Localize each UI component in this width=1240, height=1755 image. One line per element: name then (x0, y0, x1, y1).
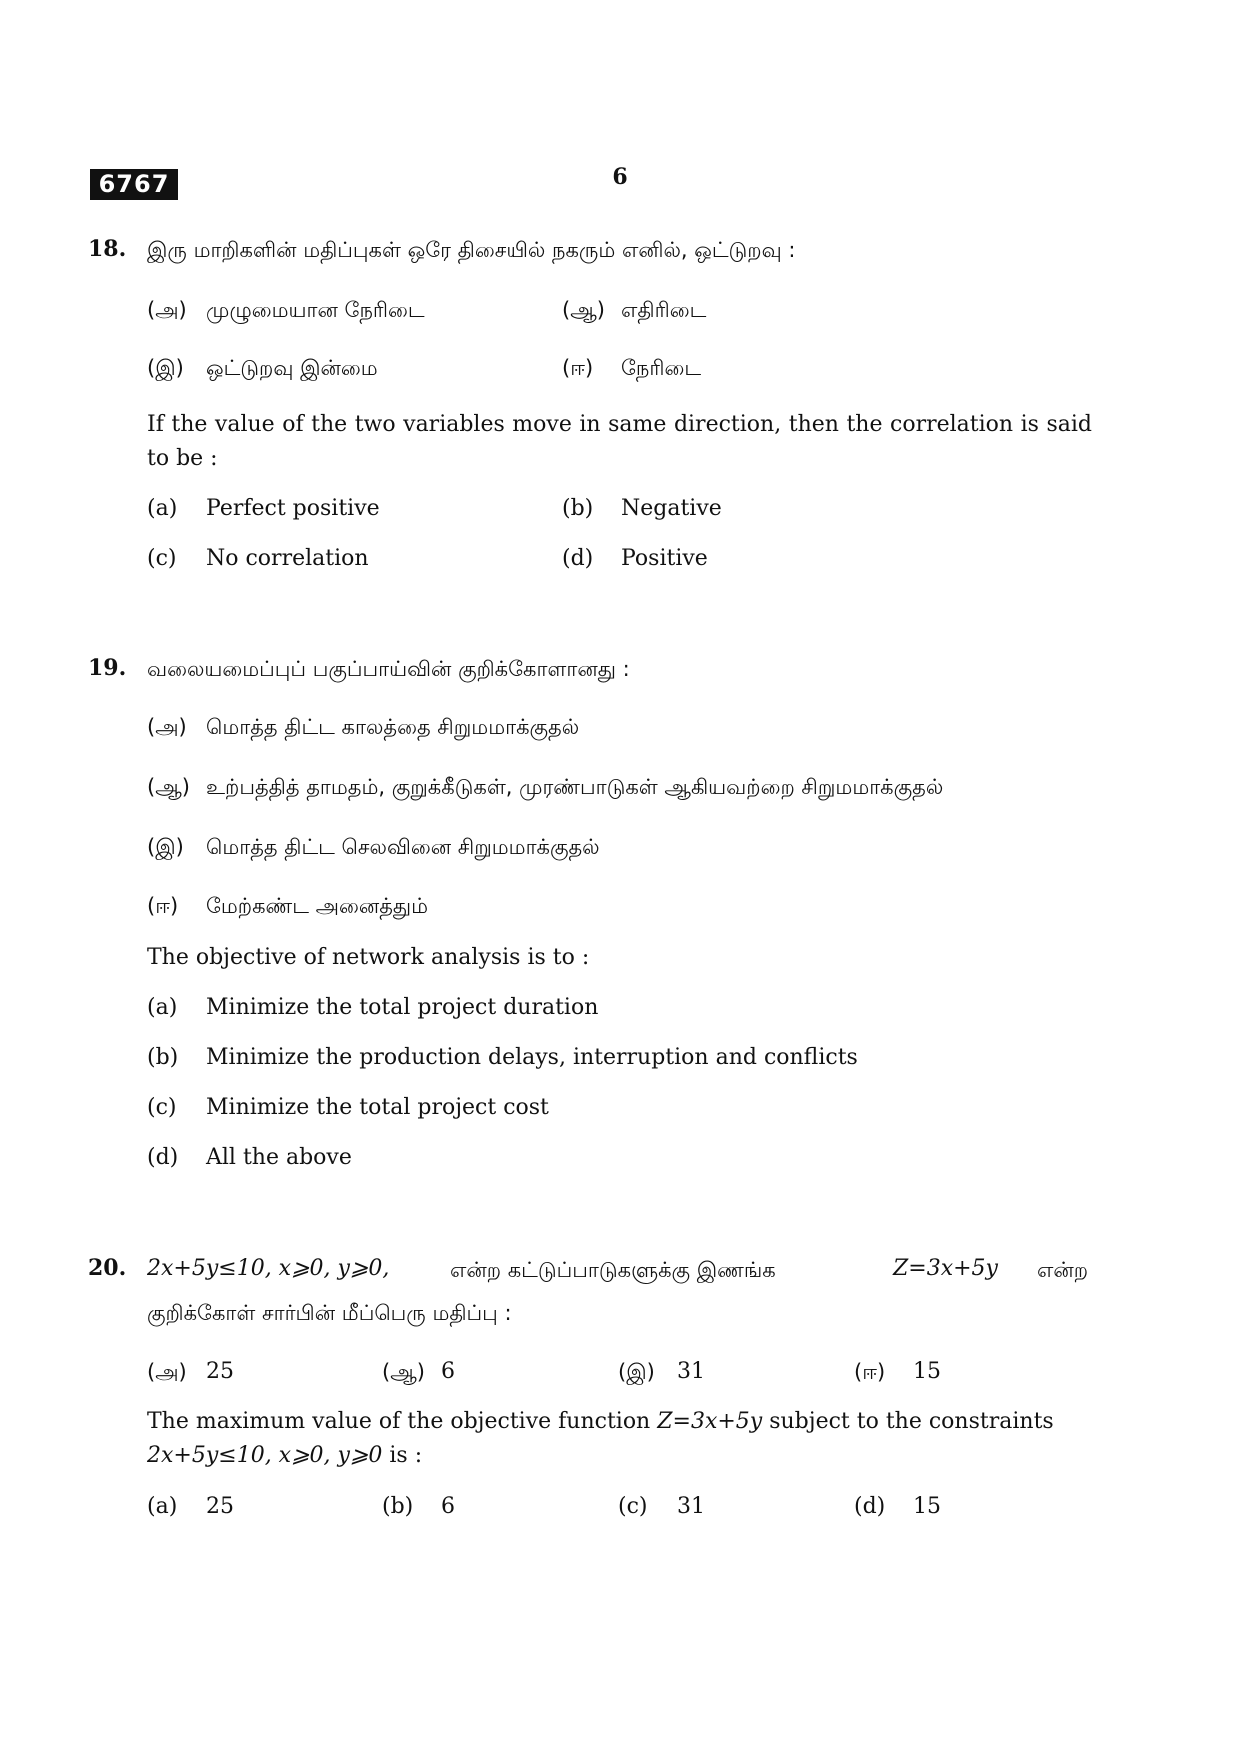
q18-english-option-label: (b) (562, 496, 594, 521)
q20-tamil-option-text: 25 (206, 1359, 234, 1384)
q18-english-option-label: (a) (147, 496, 178, 521)
q20-english-option-text: 31 (677, 1494, 705, 1519)
q19-tamil-question: வலையமைப்புப் பகுப்பாய்வின் குறிக்கோளானது : (147, 657, 630, 681)
q18-tamil-option-text: நேரிடை (621, 356, 702, 380)
page-number: 6 (612, 164, 628, 190)
q20-english-option-label: (d) (854, 1494, 886, 1519)
q20-english-option-label: (a) (147, 1494, 178, 1519)
q18-english-option-text: Negative (621, 496, 722, 521)
q20-english-mid: subject to the constraints (769, 1409, 1054, 1434)
q20-english-option-label: (c) (618, 1494, 648, 1519)
q20-english-option-text: 15 (913, 1494, 941, 1519)
q19-english-option-text: Minimize the total project duration (206, 995, 599, 1020)
q20-english-objective: Z=3x+5y (657, 1409, 763, 1434)
q19-tamil-option-text: மொத்த திட்ட செலவினை சிறுமமாக்குதல் (206, 835, 600, 859)
q19-english-option-label: (c) (147, 1095, 177, 1120)
question-number-20: 20. (88, 1255, 127, 1281)
q19-tamil-option-label: (அ) (147, 715, 187, 739)
q18-tamil-question: இரு மாறிகளின் மதிப்புகள் ஒரே திசையில் நகரும் எனில், ஒட்டுறவு : (147, 238, 796, 262)
q19-tamil-option-text: மொத்த திட்ட காலத்தை சிறுமமாக்குதல் (206, 715, 580, 739)
q18-english-option-text: Perfect positive (206, 496, 380, 521)
q20-tamil-option-label: (ஆ) (382, 1360, 425, 1384)
q18-tamil-option-label: (ஈ) (562, 356, 594, 380)
q20-english-start: The maximum value of the objective function (147, 1409, 651, 1434)
paper-code-badge: 6767 (90, 169, 178, 200)
question-number-18: 18. (88, 236, 127, 262)
q18-english-option-text: Positive (621, 546, 708, 571)
q20-tamil-option-label: (ஈ) (854, 1360, 886, 1384)
q18-tamil-option-label: (இ) (147, 356, 184, 380)
q20-tamil-option-text: 6 (441, 1359, 455, 1384)
q20-english-option-text: 25 (206, 1494, 234, 1519)
q19-english-option-label: (b) (147, 1045, 179, 1070)
q20-tamil-constraints: 2x+5y≤10, x⩾0, y⩾0, (147, 1256, 390, 1281)
q20-tamil-objective: Z=3x+5y (893, 1256, 998, 1281)
q19-tamil-option-label: (ஆ) (147, 775, 190, 799)
q20-english-end: is : (389, 1443, 423, 1468)
q19-english-option-text: All the above (206, 1145, 352, 1170)
q20-tamil-option-text: 15 (913, 1359, 941, 1384)
q19-english-option-label: (d) (147, 1145, 179, 1170)
q19-english-option-label: (a) (147, 995, 178, 1020)
q20-tamil-mid: என்ற கட்டுப்பாடுகளுக்கு இணங்க (450, 1258, 776, 1282)
q20-tamil-line2: குறிக்கோள் சார்பின் மீப்பெரு மதிப்பு : (147, 1301, 512, 1325)
q19-tamil-option-label: (இ) (147, 835, 184, 859)
q18-english-option-label: (d) (562, 546, 594, 571)
q19-english-option-text: Minimize the total project cost (206, 1095, 549, 1120)
q18-tamil-option-text: முழுமையான நேரிடை (206, 298, 425, 322)
q19-english-option-text: Minimize the production delays, interruption and conflicts (206, 1045, 858, 1070)
q20-english-option-label: (b) (382, 1494, 414, 1519)
q18-tamil-option-text: எதிரிடை (621, 298, 707, 322)
q19-tamil-option-text: மேற்கண்ட அனைத்தும் (206, 894, 429, 918)
q19-tamil-option-label: (ஈ) (147, 894, 179, 918)
q20-english-constraints: 2x+5y≤10, x⩾0, y⩾0 (147, 1443, 383, 1468)
q20-tamil-option-text: 31 (677, 1359, 705, 1384)
q18-tamil-option-label: (அ) (147, 298, 187, 322)
question-number-19: 19. (88, 655, 127, 681)
q18-tamil-option-label: (ஆ) (562, 298, 605, 322)
q18-english-question: If the value of the two variables move in same direction, then the correlation is said to be : (147, 412, 1092, 471)
q18-english-option-text: No correlation (206, 546, 369, 571)
q19-english-question: The objective of network analysis is to : (147, 945, 590, 970)
q20-tamil-end: என்ற (1037, 1258, 1089, 1282)
q18-tamil-option-text: ஒட்டுறவு இன்மை (206, 356, 378, 380)
q19-tamil-option-text: உற்பத்தித் தாமதம், குறுக்கீடுகள், முரண்பாடுகள் ஆகியவற்றை சிறுமமாக்குதல் (206, 775, 944, 799)
q20-english-option-text: 6 (441, 1494, 455, 1519)
q20-english-question (147, 1405, 1092, 1473)
q20-tamil-option-label: (இ) (618, 1360, 655, 1384)
q18-english-option-label: (c) (147, 546, 177, 571)
q20-tamil-option-label: (அ) (147, 1360, 187, 1384)
